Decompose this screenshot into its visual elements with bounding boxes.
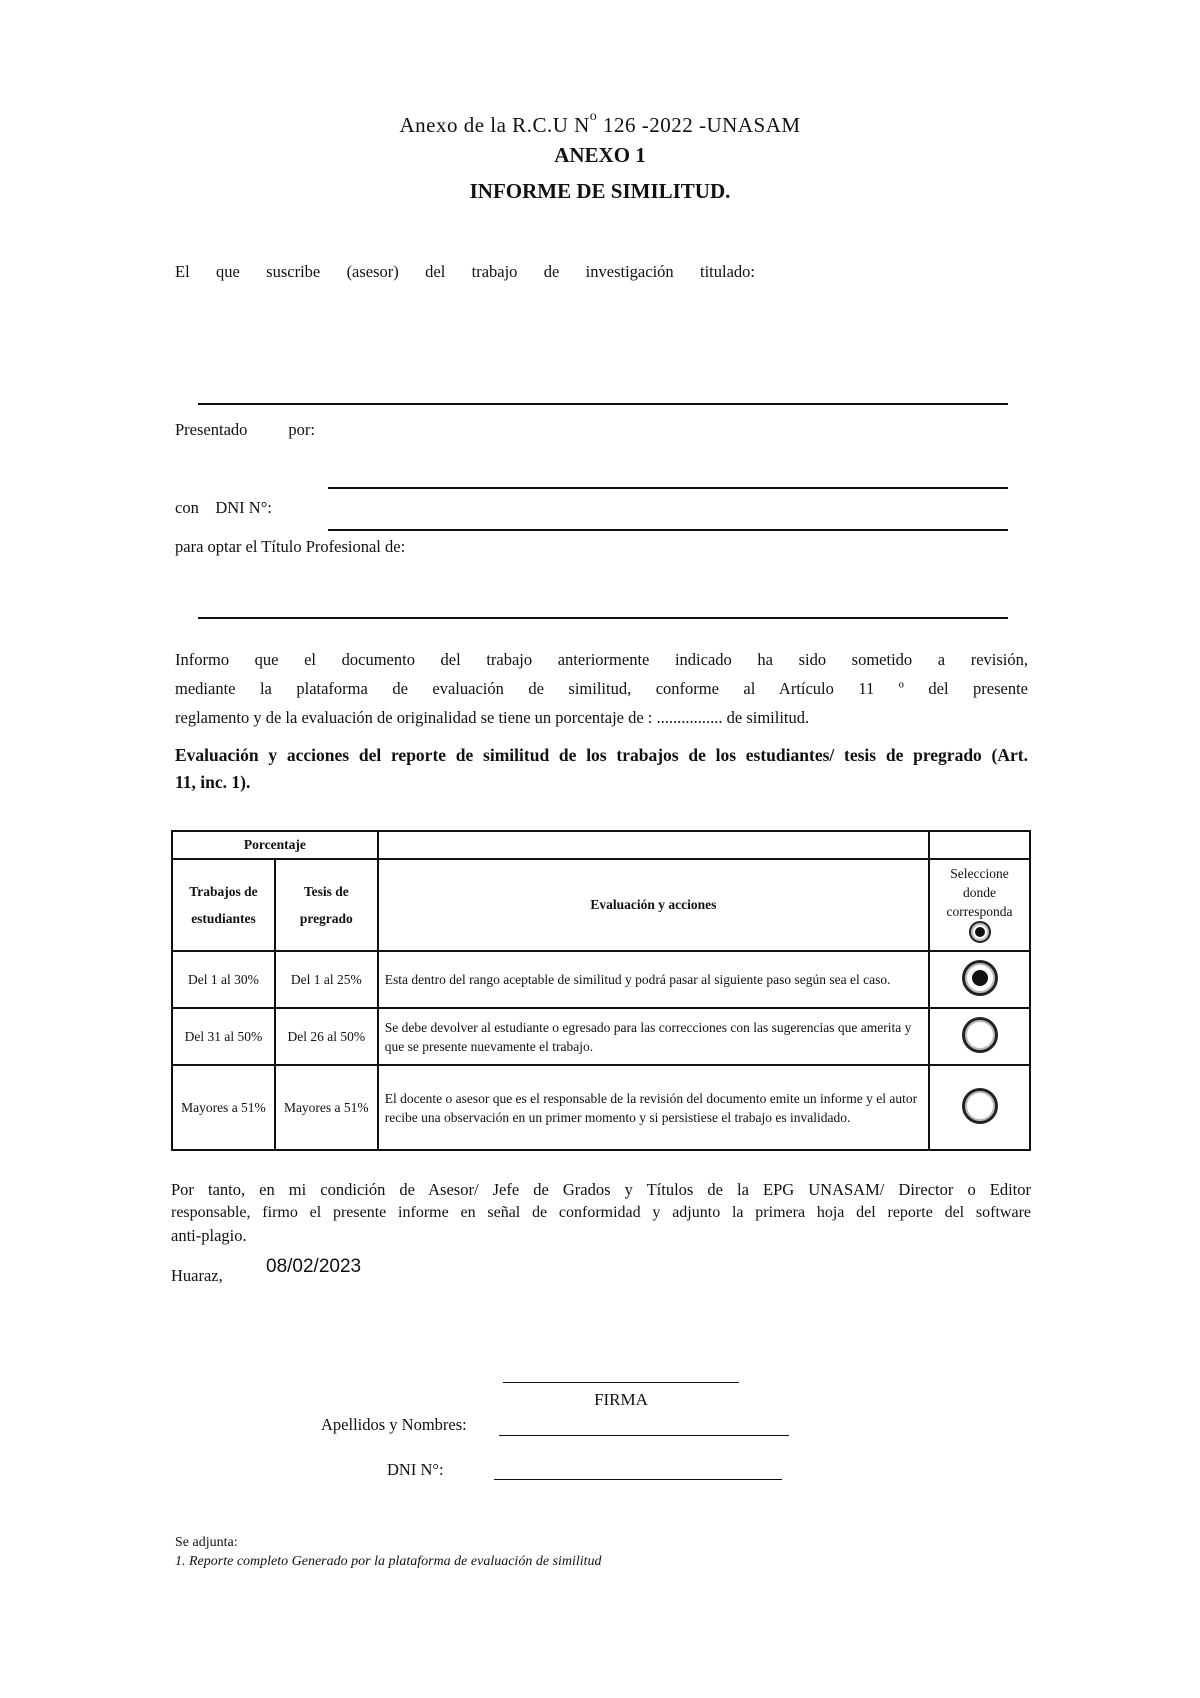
porcentaje-header: Porcentaje — [172, 831, 378, 859]
paragraph-line-3: reglamento y de la evaluación de originalidad se tiene un porcentaje de : ................ de similitud. — [175, 708, 810, 727]
paragraph-line-2: mediante la plataforma de evaluación de similitud, conforme al Artículo 11 º del presente — [175, 679, 1028, 698]
radio-empty-icon[interactable] — [962, 1088, 998, 1124]
annex-title: ANEXO 1 — [554, 143, 646, 167]
intro-word: (asesor) — [346, 262, 399, 281]
intro-word: suscribe — [266, 262, 321, 281]
intro-word: del — [425, 262, 446, 281]
annex-degree: o — [589, 109, 598, 124]
titulo-blank-line[interactable] — [198, 617, 1008, 619]
closing-line-1: Por tanto, en mi condición de Asesor/ Jefe de Grados y Títulos de la EPG UNASAM/ Director o Editor — [171, 1180, 1031, 1199]
trabajos-cell: Del 1 al 30% — [172, 951, 275, 1008]
intro-word: que — [216, 262, 240, 281]
intro-word: titulado: — [699, 262, 755, 281]
similarity-paragraph — [175, 645, 1028, 732]
intro-line — [175, 262, 755, 282]
attachment-item: 1. Reporte completo Generado por la plataforma de evaluación de similitud — [175, 1554, 602, 1569]
accion-cell: Esta dentro del rango aceptable de similitud y podrá pasar al siguiente paso según sea el caso. — [378, 951, 929, 1008]
annex-prefix: Anexo de la R.C.U N — [399, 113, 590, 137]
presentado-word: por: — [288, 420, 315, 439]
intro-word: El — [175, 262, 190, 281]
attachment-label: Se adjunta: — [175, 1535, 238, 1550]
table-row — [172, 1065, 1030, 1150]
tesis-cell: Del 26 al 50% — [275, 1008, 378, 1065]
dni-label: con DNI N°: — [175, 498, 272, 517]
author-blank-line[interactable] — [328, 487, 1008, 489]
trabajos-header: Trabajos de estudiantes — [172, 859, 275, 951]
presentado-word: Presentado — [175, 420, 248, 439]
evaluation-title-line-2: 11, inc. 1). — [175, 772, 251, 792]
signature-dni-line[interactable] — [494, 1479, 782, 1480]
trabajos-cell: Mayores a 51% — [172, 1065, 275, 1150]
date-field[interactable]: 08/02/2023 — [266, 1256, 362, 1277]
table-subheader-row — [172, 859, 1030, 951]
radio-empty-icon[interactable] — [962, 1017, 998, 1053]
dni-blank-line[interactable] — [328, 529, 1008, 531]
select-cell — [929, 951, 1030, 1008]
trabajos-cell: Del 31 al 50% — [172, 1008, 275, 1065]
closing-line-3: anti-plagio. — [171, 1226, 247, 1245]
tesis-cell: Mayores a 51% — [275, 1065, 378, 1150]
radio-legend-icon — [969, 921, 991, 943]
tesis-header: Tesis de pregrado — [275, 859, 378, 951]
evaluation-title — [175, 742, 1028, 796]
seleccione-label: Seleccione donde corresponda — [946, 866, 1013, 919]
radio-selected-icon[interactable] — [962, 960, 998, 996]
table-row — [172, 951, 1030, 1008]
select-cell — [929, 1008, 1030, 1065]
names-label: Apellidos y Nombres: — [321, 1415, 467, 1434]
titulo-label: para optar el Título Profesional de: — [175, 537, 406, 556]
seleccione-header — [929, 859, 1030, 951]
signature-line[interactable] — [503, 1382, 739, 1383]
place-label: Huaraz, — [171, 1266, 223, 1285]
firma-label: FIRMA — [594, 1390, 648, 1409]
evaluation-title-line-1: Evaluación y acciones del reporte de similitud de los trabajos de los estudiantes/ tesis de pregrado (Art. — [175, 745, 1028, 765]
empty-header-cell — [929, 831, 1030, 859]
table-header-row — [172, 831, 1030, 859]
intro-word: investigación — [585, 262, 674, 281]
tesis-cell: Del 1 al 25% — [275, 951, 378, 1008]
annex-suffix: 126 -2022 -UNASAM — [597, 113, 801, 137]
names-blank-line[interactable] — [499, 1435, 789, 1436]
select-cell — [929, 1065, 1030, 1150]
accion-cell: El docente o asesor que es el responsable de la revisión del documento emite un informe y el autor recibe una observación en un primer momento y si persistiese el trabajo es invalidado. — [378, 1065, 929, 1150]
accion-cell: Se debe devolver al estudiante o egresado para las correcciones con las sugerencias que amerita y que se presente nuevamente el trabajo. — [378, 1008, 929, 1065]
intro-word: trabajo — [471, 262, 518, 281]
empty-header-cell — [378, 831, 929, 859]
paragraph-line-1: Informo que el documento del trabajo anteriormente indicado ha sido sometido a revisión, — [175, 650, 1028, 669]
presentado-line — [175, 420, 315, 440]
evaluation-table — [171, 830, 1031, 1151]
closing-line-2: responsable, firmo el presente informe en señal de conformidad y adjunto la primera hoja del reporte del software — [171, 1204, 1031, 1221]
annex-reference — [0, 109, 1200, 138]
title-blank-line[interactable] — [198, 403, 1008, 405]
table-row — [172, 1008, 1030, 1065]
evaluacion-header: Evaluación y acciones — [378, 859, 929, 951]
signature-dni-label: DNI N°: — [387, 1460, 444, 1479]
intro-word: de — [543, 262, 560, 281]
closing-paragraph — [171, 1178, 1031, 1247]
report-title: INFORME DE SIMILITUD. — [469, 179, 731, 203]
